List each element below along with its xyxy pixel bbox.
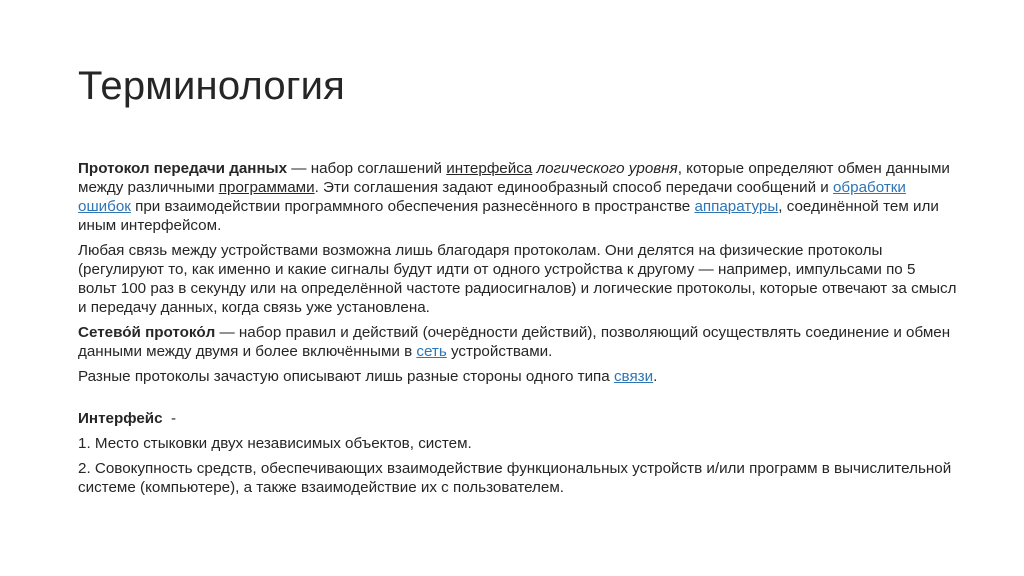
- text-segment: устройствами.: [446, 343, 553, 360]
- paragraph-network-protocol: [78, 323, 958, 361]
- paragraph-interface-def-2: 2. Совокупность средств, обеспечивающих взаимодействие функциональных устройств и/или программ в вычислительной системе (компьютере), а также взаимодействие их с пользователем.: [78, 460, 952, 496]
- italic-logical-level: логического уровня: [536, 160, 678, 177]
- term-protocol: Протокол передачи данных: [78, 160, 288, 177]
- slide-title: Терминология: [78, 64, 346, 108]
- text-segment: — набор соглашений: [287, 160, 447, 177]
- paragraph-protocol-types: Любая связь между устройствами возможна лишь благодаря протоколам. Они делятся на физические протоколы (регулируют то, как именно и какие сигналы будут идти от одного устройства к другому — например, импульсами по 5 вольт 100 раз в секунду или на определённой частоте радиосигналов) и логические протоколы, которые отвечают за смысл и передачу данных, когда связь уже установлена.: [78, 242, 957, 316]
- text-segment: при взаимодействии программного обеспечения разнесённого в пространстве: [130, 198, 695, 215]
- link-network[interactable]: сеть: [416, 343, 447, 360]
- slide-body: [78, 159, 958, 503]
- text-segment: , соединённой тем или иным интерфейсом.: [78, 198, 939, 234]
- text-segment: . Эти соглашения задают единообразный способ передачи сообщений и: [314, 179, 833, 196]
- paragraph-protocol-definition: [78, 159, 958, 235]
- text-segment: Разные протоколы зачастую описывают лишь разные стороны одного типа: [78, 368, 614, 385]
- underlined-programs: программами: [218, 179, 315, 196]
- term-interface: Интерфейс: [78, 410, 163, 427]
- text-segment: -: [162, 410, 177, 427]
- term-network-protocol: Сетево́й протоко́л: [78, 324, 216, 341]
- text-segment: — набор правил и действий (очерёдности действий), позволяющий осуществлять соединение и обмен данными между двумя и более включёнными в: [78, 324, 951, 360]
- link-communication[interactable]: связи: [613, 368, 654, 385]
- link-hardware[interactable]: аппаратуры: [694, 198, 779, 215]
- paragraph-protocol-aspects: [78, 367, 958, 386]
- link-error-handling[interactable]: обработки ошибок: [78, 179, 906, 215]
- underlined-interface: интерфейса: [446, 160, 533, 177]
- paragraph-interface-heading: [78, 409, 958, 428]
- text-segment: .: [653, 368, 658, 385]
- text-segment: , которые определяют обмен данными между различными: [78, 160, 950, 196]
- paragraph-interface-def-1: 1. Место стыковки двух независимых объектов, систем.: [78, 435, 472, 452]
- spacer: [78, 392, 958, 409]
